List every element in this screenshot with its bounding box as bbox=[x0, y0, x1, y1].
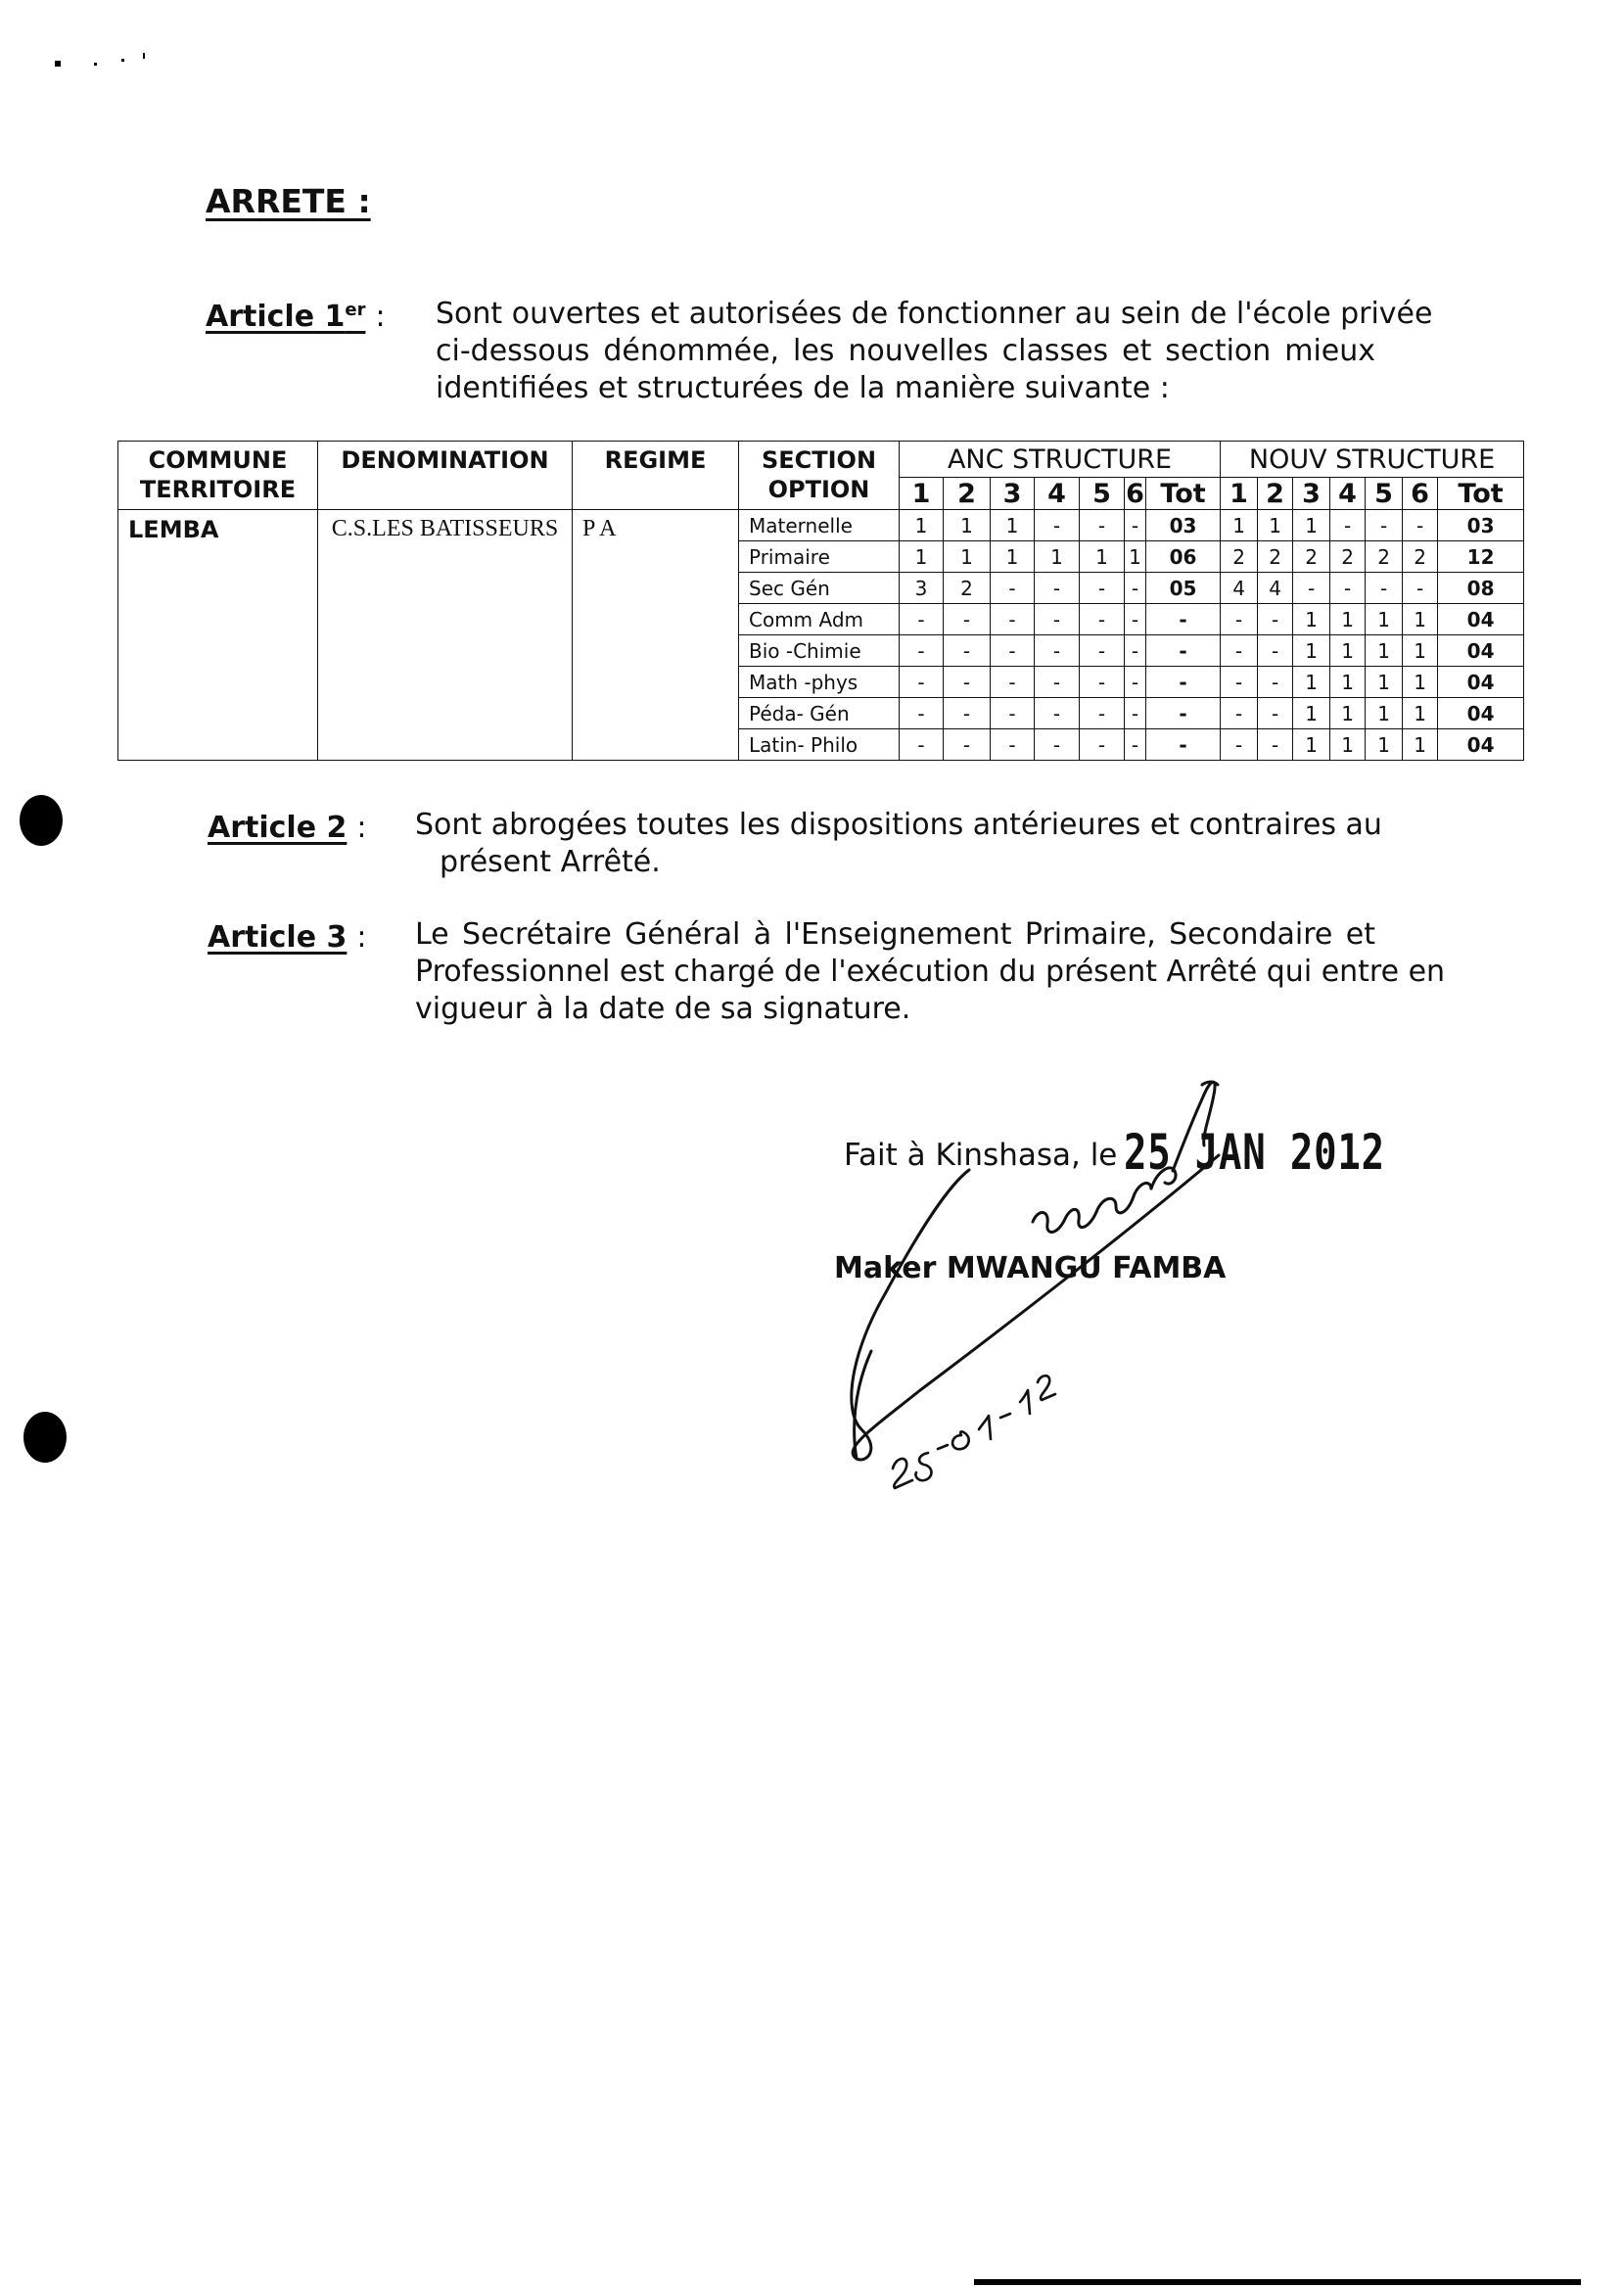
nouv-value-cell: 4 bbox=[1221, 573, 1258, 604]
nouv-value-cell: 1 bbox=[1330, 729, 1366, 761]
place-and-date-label: Fait à Kinshasa, le bbox=[844, 1138, 1118, 1173]
anc-value-cell: - bbox=[1146, 667, 1221, 698]
anc-value-cell: 1 bbox=[991, 510, 1035, 541]
anc-value-cell: - bbox=[1125, 667, 1146, 698]
anc-value-cell: - bbox=[1146, 604, 1221, 635]
header-anc-col-6: 6 bbox=[1126, 478, 1144, 509]
nouv-value-cell: - bbox=[1258, 698, 1293, 729]
anc-value-cell: 06 bbox=[1146, 541, 1221, 573]
header-nouv-structure: NOUV STRUCTURE bbox=[1221, 442, 1524, 478]
anc-value-cell: - bbox=[1035, 635, 1080, 667]
nouv-value-cell: 04 bbox=[1438, 667, 1524, 698]
header-anc-col-1: 1 bbox=[900, 478, 944, 510]
anc-value-cell: 1 bbox=[1125, 541, 1146, 573]
article-2-text: Sont abrogées toutes les dispositions antérieures et contraires au présent Arrêté. bbox=[415, 808, 1382, 879]
anc-value-cell: - bbox=[991, 667, 1035, 698]
article-1-label: Article 1er : bbox=[206, 300, 386, 334]
header-anc-col-4: 4 bbox=[1035, 478, 1080, 510]
header-nouv-col-6: 6 bbox=[1403, 478, 1438, 510]
anc-value-cell: - bbox=[1146, 698, 1221, 729]
anc-value-cell: - bbox=[900, 604, 944, 635]
punch-hole bbox=[20, 795, 63, 846]
nouv-value-cell: - bbox=[1221, 604, 1258, 635]
anc-value-cell: 05 bbox=[1146, 573, 1221, 604]
article-3-text: Le Secrétaire Général à l'Enseignement Primaire, Secondaire et Professionnel est chargé de l'exécution du présent Arrêté qui entre en vigueur à la date de sa signature. bbox=[415, 917, 1446, 1026]
header-nouv-col-4: 4 bbox=[1330, 478, 1366, 510]
anc-value-cell: 1 bbox=[944, 510, 991, 541]
section-cell: Comm Adm bbox=[739, 604, 900, 635]
nouv-value-cell: 04 bbox=[1438, 698, 1524, 729]
nouv-value-cell: 1 bbox=[1366, 729, 1403, 761]
nouv-value-cell: - bbox=[1221, 698, 1258, 729]
header-anc-col-7: Tot bbox=[1146, 478, 1221, 510]
scan-speck bbox=[121, 59, 124, 62]
anc-value-cell: - bbox=[900, 729, 944, 761]
header-section: SECTION OPTION bbox=[739, 442, 900, 510]
nouv-value-cell: - bbox=[1258, 729, 1293, 761]
anc-value-cell: - bbox=[1035, 604, 1080, 635]
section-cell: Math -phys bbox=[739, 667, 900, 698]
anc-value-cell: - bbox=[991, 635, 1035, 667]
anc-value-cell: - bbox=[991, 573, 1035, 604]
anc-value-cell: - bbox=[1035, 510, 1080, 541]
date-stamp: 25 JAN 2012 bbox=[1124, 1124, 1385, 1181]
header-anc-col-2: 2 bbox=[944, 478, 991, 510]
nouv-value-cell: 1 bbox=[1330, 667, 1366, 698]
anc-value-cell: - bbox=[991, 729, 1035, 761]
nouv-value-cell: 1 bbox=[1366, 604, 1403, 635]
nouv-value-cell: 1 bbox=[1366, 635, 1403, 667]
section-cell: Sec Gén bbox=[739, 573, 900, 604]
header-anc-col-3: 3 bbox=[991, 478, 1035, 510]
anc-value-cell: - bbox=[1125, 698, 1146, 729]
nouv-value-cell: 1 bbox=[1293, 510, 1330, 541]
nouv-value-cell: - bbox=[1403, 510, 1438, 541]
scan-speck bbox=[55, 61, 61, 67]
nouv-value-cell: 1 bbox=[1330, 635, 1366, 667]
nouv-value-cell: 2 bbox=[1403, 541, 1438, 573]
anc-value-cell: - bbox=[1080, 667, 1125, 698]
anc-value-cell: - bbox=[1080, 573, 1125, 604]
section-cell: Maternelle bbox=[739, 510, 900, 541]
header-regime: REGIME bbox=[573, 442, 739, 510]
nouv-value-cell: 1 bbox=[1330, 604, 1366, 635]
section-cell: Bio -Chimie bbox=[739, 635, 900, 667]
anc-value-cell: - bbox=[900, 667, 944, 698]
nouv-value-cell: 1 bbox=[1293, 698, 1330, 729]
anc-value-cell: - bbox=[1125, 635, 1146, 667]
anc-value-cell: 2 bbox=[944, 573, 991, 604]
nouv-value-cell: - bbox=[1330, 573, 1366, 604]
anc-value-cell: - bbox=[1125, 510, 1146, 541]
nouv-value-cell: - bbox=[1293, 573, 1330, 604]
school-structure-table bbox=[117, 441, 1524, 761]
anc-value-cell: - bbox=[1125, 573, 1146, 604]
nouv-value-cell: 1 bbox=[1366, 667, 1403, 698]
anc-value-cell: - bbox=[1080, 604, 1125, 635]
nouv-value-cell: 2 bbox=[1366, 541, 1403, 573]
header-commune: COMMUNE TERRITOIRE bbox=[118, 442, 318, 510]
nouv-value-cell: 1 bbox=[1293, 635, 1330, 667]
header-nouv-col-3: 3 bbox=[1293, 478, 1330, 510]
section-cell: Latin- Philo bbox=[739, 729, 900, 761]
anc-value-cell: 03 bbox=[1146, 510, 1221, 541]
header-nouv-col-7: Tot bbox=[1438, 478, 1524, 510]
anc-value-cell: - bbox=[900, 635, 944, 667]
nouv-value-cell: - bbox=[1366, 510, 1403, 541]
article-1-text: Sont ouvertes et autorisées de fonctionner au sein de l'école privée ci-dessous dénommée, les nouvelles classes et section mieux identifiées et structurées de la manière suivante : bbox=[436, 297, 1433, 405]
nouv-value-cell: 1 bbox=[1258, 510, 1293, 541]
anc-value-cell: - bbox=[944, 604, 991, 635]
page-footer-rule bbox=[974, 2279, 1581, 2285]
table-row bbox=[118, 510, 1524, 541]
nouv-value-cell: 03 bbox=[1438, 510, 1524, 541]
anc-value-cell: 1 bbox=[991, 541, 1035, 573]
anc-value-cell: - bbox=[1080, 729, 1125, 761]
nouv-value-cell: - bbox=[1330, 510, 1366, 541]
anc-value-cell: - bbox=[1125, 604, 1146, 635]
nouv-value-cell: 2 bbox=[1221, 541, 1258, 573]
nouv-value-cell: 2 bbox=[1258, 541, 1293, 573]
punch-hole bbox=[23, 1412, 67, 1463]
nouv-value-cell: - bbox=[1221, 667, 1258, 698]
anc-value-cell: - bbox=[991, 698, 1035, 729]
anc-value-cell: 1 bbox=[1080, 541, 1125, 573]
anc-value-cell: - bbox=[991, 604, 1035, 635]
nouv-value-cell: 1 bbox=[1403, 698, 1438, 729]
anc-value-cell: - bbox=[1035, 573, 1080, 604]
anc-value-cell: - bbox=[1080, 698, 1125, 729]
nouv-value-cell: 1 bbox=[1366, 698, 1403, 729]
nouv-value-cell: 08 bbox=[1438, 573, 1524, 604]
header-denomination: DENOMINATION bbox=[318, 442, 573, 510]
header-anc-col-5: 5 bbox=[1080, 478, 1125, 510]
anc-value-cell: - bbox=[944, 698, 991, 729]
nouv-value-cell: 04 bbox=[1438, 635, 1524, 667]
nouv-value-cell: 1 bbox=[1403, 729, 1438, 761]
regime-cell: P A bbox=[573, 510, 739, 761]
anc-value-cell: - bbox=[1125, 729, 1146, 761]
nouv-value-cell: 1 bbox=[1293, 729, 1330, 761]
anc-value-cell: - bbox=[1035, 698, 1080, 729]
decree-heading: ARRETE : bbox=[206, 182, 371, 220]
section-cell: Péda- Gén bbox=[739, 698, 900, 729]
nouv-value-cell: - bbox=[1258, 604, 1293, 635]
section-cell: Primaire bbox=[739, 541, 900, 573]
anc-value-cell: - bbox=[944, 635, 991, 667]
nouv-value-cell: 1 bbox=[1403, 635, 1438, 667]
anc-value-cell: 1 bbox=[944, 541, 991, 573]
anc-value-cell: - bbox=[900, 698, 944, 729]
scan-speck bbox=[94, 63, 97, 66]
nouv-value-cell: - bbox=[1258, 635, 1293, 667]
denomination-cell: C.S.LES BATISSEURS bbox=[318, 510, 573, 761]
nouv-value-cell: 2 bbox=[1330, 541, 1366, 573]
nouv-value-cell: 1 bbox=[1330, 698, 1366, 729]
scan-speck bbox=[143, 53, 145, 59]
article-2-label: Article 2 : bbox=[208, 811, 367, 845]
nouv-value-cell: 1 bbox=[1403, 604, 1438, 635]
nouv-value-cell: 12 bbox=[1438, 541, 1524, 573]
anc-value-cell: - bbox=[944, 667, 991, 698]
nouv-value-cell: - bbox=[1366, 573, 1403, 604]
nouv-value-cell: 1 bbox=[1403, 667, 1438, 698]
anc-value-cell: 1 bbox=[900, 510, 944, 541]
anc-value-cell: 1 bbox=[1035, 541, 1080, 573]
anc-value-cell: - bbox=[1035, 729, 1080, 761]
nouv-value-cell: 2 bbox=[1293, 541, 1330, 573]
anc-value-cell: 1 bbox=[900, 541, 944, 573]
nouv-value-cell: - bbox=[1403, 573, 1438, 604]
anc-value-cell: - bbox=[944, 729, 991, 761]
anc-value-cell: - bbox=[1080, 635, 1125, 667]
anc-value-cell: - bbox=[1035, 667, 1080, 698]
nouv-value-cell: 4 bbox=[1258, 573, 1293, 604]
signatory-name: Maker MWANGU FAMBA bbox=[834, 1251, 1227, 1285]
anc-value-cell: - bbox=[1146, 635, 1221, 667]
nouv-value-cell: - bbox=[1258, 667, 1293, 698]
anc-value-cell: - bbox=[1080, 510, 1125, 541]
anc-value-cell: 3 bbox=[900, 573, 944, 604]
nouv-value-cell: 04 bbox=[1438, 604, 1524, 635]
nouv-value-cell: - bbox=[1221, 729, 1258, 761]
header-anc-structure: ANC STRUCTURE bbox=[900, 442, 1221, 478]
nouv-value-cell: 1 bbox=[1293, 667, 1330, 698]
header-nouv-col-1: 1 bbox=[1221, 478, 1258, 510]
header-nouv-col-2: 2 bbox=[1258, 478, 1293, 510]
nouv-value-cell: - bbox=[1221, 635, 1258, 667]
anc-value-cell: - bbox=[1146, 729, 1221, 761]
commune-cell: LEMBA bbox=[118, 510, 318, 761]
header-nouv-col-5: 5 bbox=[1366, 478, 1403, 510]
article-3-label: Article 3 : bbox=[208, 920, 367, 955]
nouv-value-cell: 04 bbox=[1438, 729, 1524, 761]
nouv-value-cell: 1 bbox=[1293, 604, 1330, 635]
nouv-value-cell: 1 bbox=[1221, 510, 1258, 541]
